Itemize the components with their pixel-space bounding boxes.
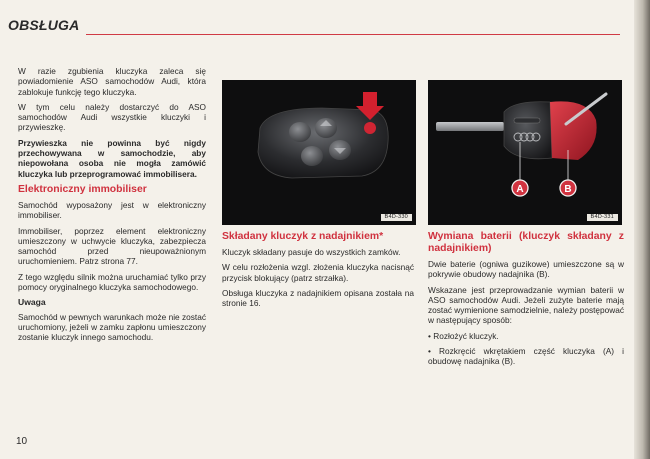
- callout-b: B: [564, 184, 572, 195]
- paragraph: W celu rozłożenia wzgl. złożenia kluczyka nacisnąć przycisk blokujący (patrz strzałka).: [222, 262, 414, 283]
- middle-column: [222, 231, 414, 313]
- callout-a: A: [516, 184, 524, 195]
- paragraph: Samochód w pewnych warunkach może nie zostać uruchomiony, jeżeli w zamku zapłonu umieszczony zostanie kluczyk innego samochodu.: [18, 311, 206, 343]
- folding-key-heading: Składany kluczyk z nadajnikiem*: [222, 231, 384, 242]
- bullet-item: • Rozłożyć kluczyk.: [428, 331, 624, 341]
- right-column: [428, 231, 624, 372]
- immobiliser-heading: Elektroniczny immobiliser: [18, 183, 147, 195]
- left-column: [18, 66, 206, 348]
- header-rule: [86, 34, 620, 35]
- battery-heading: Wymiana baterii (kluczyk składany z nadajnikiem): [428, 231, 624, 254]
- folding-key-figure: [222, 80, 416, 225]
- paragraph: Z tego względu silnik można uruchamiać tylko przy pomocy oryginalnego kluczyka samochodowego.: [18, 271, 206, 293]
- paragraph: W tym celu należy dostarczyć do ASO samochodów Audi wszystkie kluczyki i przywieszkę.: [18, 101, 206, 133]
- paragraph: Kluczyk składany pasuje do wszystkich zamków.: [222, 247, 401, 257]
- figure-code: B4D-330: [381, 214, 412, 221]
- section-title: OBSŁUGA: [8, 17, 80, 33]
- note-heading: Uwaga: [18, 297, 46, 308]
- page-number: 10: [16, 436, 28, 447]
- paragraph: Wskazane jest przeprowadzanie wymian baterii w ASO samochodów Audi. Jeżeli zużyte baterie mają zostać wymienione samodzielnie, należy postępować w następujący sposób:: [428, 284, 625, 326]
- paragraph: Obsługa kluczyka z nadajnikiem opisana została na stronie 16.: [222, 287, 414, 309]
- paragraph: Dwie baterie (ogniwa guzikowe) umieszczone są w pokrywie obudowy nadajnika (B).: [428, 259, 624, 280]
- bullet-item: • Rozkręcić wkrętakiem część kluczyka (A) i obudowę nadajnika (B).: [428, 346, 624, 367]
- page-edge-shadow: [634, 0, 650, 459]
- paragraph: W razie zgubienia kluczyka zaleca się powiadomienie ASO samochodów Audi, która zablokuje funkcję tego kluczyka.: [18, 66, 206, 97]
- key-battery-illustration: [428, 80, 622, 225]
- paragraph: Immobiliser, poprzez element elektroniczny umieszczony w uchwycie kluczyka, zabezpiecza samochód przed nieupoważnionym uruchomieniem. Patrz strona 77.: [18, 225, 206, 267]
- warning-paragraph: Przywieszka nie powinna być nigdy przechowywana w samochodzie, aby niepowołana osoba nie mogła zamówić kluczyka lub przeprogramować immobilisera.: [18, 137, 206, 179]
- battery-replacement-figure: [428, 80, 622, 225]
- page-header: [8, 17, 620, 39]
- folding-key-illustration: [222, 80, 416, 225]
- paragraph: Samochód wyposażony jest w elektroniczny immobiliser.: [18, 199, 206, 221]
- figure-code: B4D-331: [587, 214, 618, 221]
